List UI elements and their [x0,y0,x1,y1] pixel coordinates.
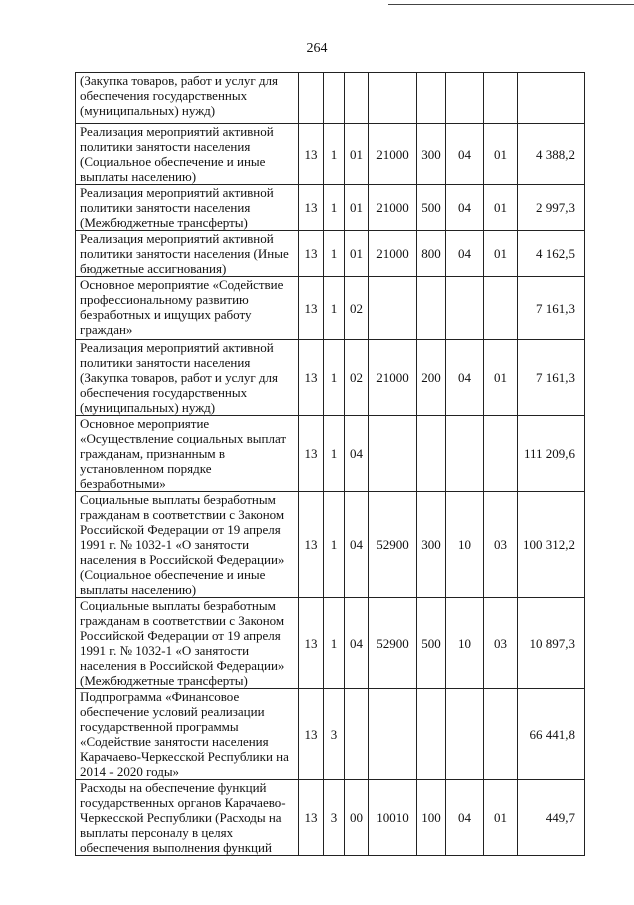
table-row [76,492,585,598]
cell-code-6: 04 [446,124,484,185]
table-row [76,277,585,340]
cell-code-3 [345,689,369,780]
cell-code-3: 01 [345,185,369,231]
cell-code-4: 52900 [369,598,417,689]
row-name: Подпрограмма «Финансовое обеспечение условий реализации государственной программы «Содействие занятости населения Карачаево-Черкесской Республики на 2014 - 2020 годы» [76,689,299,780]
cell-code-1: 13 [299,277,324,340]
cell-code-7: 03 [484,492,518,598]
cell-code-3: 00 [345,780,369,856]
cell-code-4: 21000 [369,185,417,231]
cell-code-2: 3 [324,689,345,780]
cell-code-2: 1 [324,124,345,185]
cell-code-2: 1 [324,185,345,231]
table-row [76,416,585,492]
cell-code-2: 3 [324,780,345,856]
row-name: Реализация мероприятий активной политики занятости населения (Межбюджетные трансферты) [76,185,299,231]
table-row [76,340,585,416]
cell-code-1: 13 [299,340,324,416]
cell-amount: 100 312,2 [518,492,585,598]
cell-code-4: 10010 [369,780,417,856]
cell-code-6 [446,277,484,340]
cell-code-1: 13 [299,492,324,598]
cell-amount: 66 441,8 [518,689,585,780]
cell-code-4: 21000 [369,340,417,416]
cell-code-1: 13 [299,124,324,185]
cell-code-3: 01 [345,231,369,277]
cell-code-4 [369,73,417,124]
table-row [76,780,585,856]
cell-code-5 [417,416,446,492]
cell-code-6: 10 [446,598,484,689]
cell-code-3 [345,73,369,124]
cell-code-3: 01 [345,124,369,185]
table-row [76,73,585,124]
cell-code-3: 04 [345,492,369,598]
cell-code-6: 04 [446,185,484,231]
cell-code-5: 500 [417,598,446,689]
row-name: Социальные выплаты безработным гражданам в соответствии с Законом Российской Федерации от 19 апреля 1991 г. № 1032-1 «О занятости населения в Российской Федерации» (Межбюджетные трансферты) [76,598,299,689]
cell-code-5: 800 [417,231,446,277]
cell-code-5 [417,689,446,780]
cell-code-7 [484,416,518,492]
table-row [76,185,585,231]
cell-code-6 [446,689,484,780]
row-name: (Закупка товаров, работ и услуг для обеспечения государственных (муниципальных) нужд) [76,73,299,124]
cell-code-4 [369,416,417,492]
cell-code-7: 01 [484,185,518,231]
table-row [76,231,585,277]
cell-amount: 4 162,5 [518,231,585,277]
cell-code-4 [369,277,417,340]
cell-code-6: 04 [446,340,484,416]
cell-code-5: 200 [417,340,446,416]
cell-amount: 7 161,3 [518,340,585,416]
cell-amount: 4 388,2 [518,124,585,185]
cell-code-1: 13 [299,598,324,689]
cell-code-2: 1 [324,492,345,598]
cell-code-4 [369,689,417,780]
cell-code-7 [484,277,518,340]
cell-code-5: 300 [417,124,446,185]
cell-code-4: 21000 [369,231,417,277]
cell-code-4: 21000 [369,124,417,185]
cell-amount: 7 161,3 [518,277,585,340]
page-number: 264 [306,41,328,56]
cell-code-7: 01 [484,780,518,856]
row-name: Социальные выплаты безработным гражданам в соответствии с Законом Российской Федерации от 19 апреля 1991 г. № 1032-1 «О занятости населения в Российской Федерации» (Социальное обеспечение и иные выплаты населению) [76,492,299,598]
cell-code-6: 10 [446,492,484,598]
cell-code-5: 500 [417,185,446,231]
cell-code-7 [484,73,518,124]
cell-code-7: 03 [484,598,518,689]
cell-code-2: 1 [324,416,345,492]
cell-amount: 111 209,6 [518,416,585,492]
table-row [76,598,585,689]
top-rule [388,4,634,5]
cell-code-6: 04 [446,780,484,856]
row-name: Основное мероприятие «Содействие профессиональному развитию безработных и ищущих работу граждан» [76,277,299,340]
cell-code-7: 01 [484,231,518,277]
cell-code-2: 1 [324,340,345,416]
row-name: Реализация мероприятий активной политики занятости населения (Иные бюджетные ассигнования) [76,231,299,277]
cell-code-4: 52900 [369,492,417,598]
cell-code-6 [446,416,484,492]
cell-code-2: 1 [324,231,345,277]
cell-amount: 2 997,3 [518,185,585,231]
cell-code-1: 13 [299,689,324,780]
cell-code-7 [484,689,518,780]
cell-code-1: 13 [299,231,324,277]
cell-code-1: 13 [299,185,324,231]
row-name: Реализация мероприятий активной политики занятости населения (Закупка товаров, работ и услуг для обеспечения государственных (муниципальных) нужд) [76,340,299,416]
cell-amount: 10 897,3 [518,598,585,689]
cell-code-1 [299,73,324,124]
cell-code-3: 04 [345,416,369,492]
cell-code-1: 13 [299,780,324,856]
cell-code-5: 100 [417,780,446,856]
cell-code-6 [446,73,484,124]
cell-code-3: 02 [345,277,369,340]
cell-code-5 [417,73,446,124]
cell-amount [518,73,585,124]
budget-table [75,72,585,856]
cell-code-7: 01 [484,340,518,416]
cell-code-2: 1 [324,598,345,689]
cell-code-1: 13 [299,416,324,492]
cell-code-3: 02 [345,340,369,416]
table-row [76,124,585,185]
table-row [76,689,585,780]
cell-amount: 449,7 [518,780,585,856]
cell-code-2 [324,73,345,124]
cell-code-3: 04 [345,598,369,689]
cell-code-5 [417,277,446,340]
cell-code-2: 1 [324,277,345,340]
row-name: Реализация мероприятий активной политики занятости населения (Социальное обеспечение и иные выплаты населению) [76,124,299,185]
cell-code-5: 300 [417,492,446,598]
cell-code-7: 01 [484,124,518,185]
cell-code-6: 04 [446,231,484,277]
row-name: Основное мероприятие «Осуществление социальных выплат гражданам, признанным в установленном порядке безработными» [76,416,299,492]
row-name: Расходы на обеспечение функций государственных органов Карачаево-Черкесской Республики (Расходы на выплаты персоналу в целях обеспечения выполнения функций [76,780,299,856]
